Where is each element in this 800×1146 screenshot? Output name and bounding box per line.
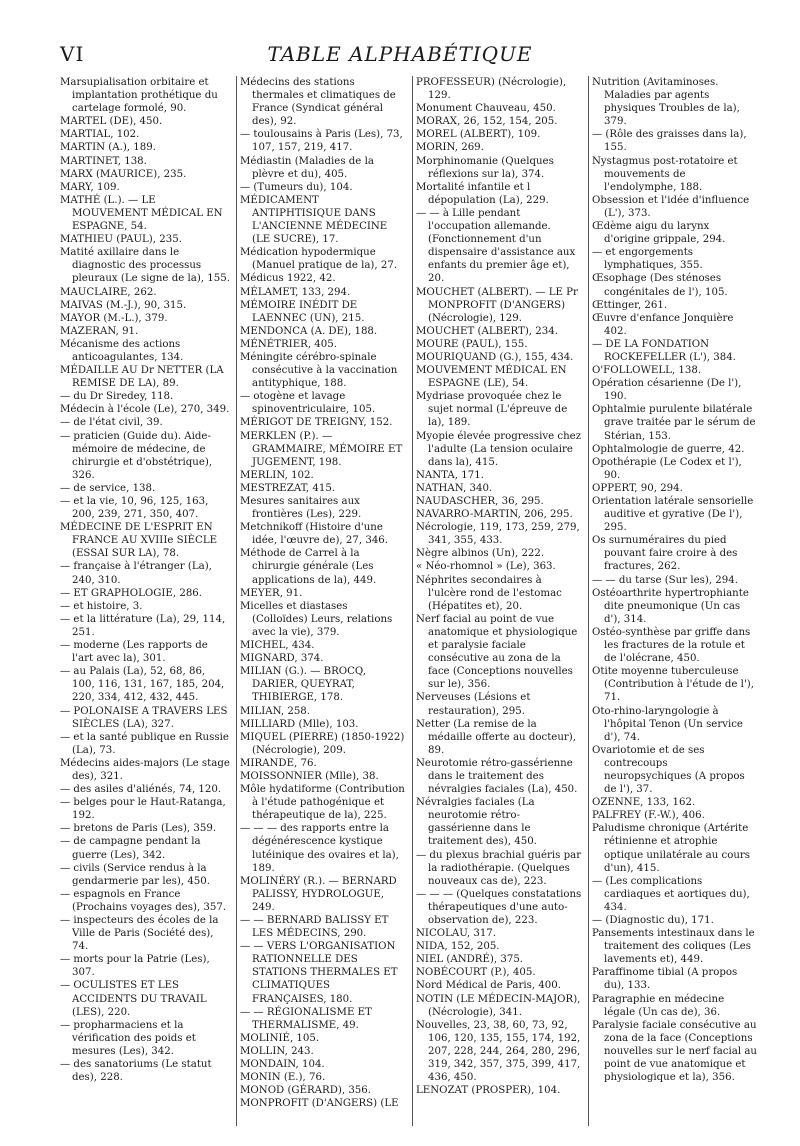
page-header (60, 42, 740, 72)
index-entry: Metchnikoff (Histoire d'une idée, l'œuvre de), 27, 346. (240, 522, 389, 547)
index-entry: NIEL (ANDRÉ), 375. (416, 954, 524, 966)
index-entry: — — RÉGIONALISME ET THERMALISME, 49. (240, 1006, 372, 1031)
index-entry: — moderne (Les rapports de l'art avec la), 301. (60, 640, 208, 665)
index-entry: Os surnuméraires du pied pouvant faire croire à des fractures, 262. (592, 535, 738, 573)
index-entry: Neurotomie rétro-gassérienne dans le traitement des névralgies faciales (La), 450. (416, 757, 578, 796)
index-entry: Œttinger, 261. (592, 299, 668, 311)
index-entry: MOURE (PAUL), 155. (416, 338, 528, 350)
index-entry: Ophtalmologie de guerre, 42. (592, 443, 745, 455)
index-entry: LENOZAT (PROSPER), 104. (416, 1085, 561, 1097)
index-entry: MAIVAS (M.-J.), 90, 315. (60, 299, 187, 311)
index-entry: MONPROFIT (D'ANGERS) (LE (240, 1098, 399, 1110)
index-entry: MOLLIN, 243. (240, 1045, 314, 1057)
index-entry: Môle hydatiforme (Contribution à l'étude pathogénique et thérapeutique de la), 225. (240, 784, 405, 822)
index-entry: Oto-rhino-laryngologie à l'hôpital Tenon (Un service d'), 74. (592, 705, 743, 743)
index-entry: — — BERNARD BALISSY ET LES MÉDECINS, 290. (240, 915, 389, 940)
index-entry: — POLONAISE A TRAVERS LES SIÈCLES (LA), 327. (60, 705, 228, 730)
index-entry: Médecins aides-majors (Le stage des), 321. (60, 757, 230, 782)
index-entry: MAZERAN, 91. (60, 325, 139, 337)
index-entry: MILIAN (G.). — BROCQ, DARIER, QUEYRAT, THIBIERGE, 178. (240, 666, 367, 704)
index-entry: Mécanisme des actions anticoagulantes, 134. (60, 338, 184, 363)
index-entry: — civils (Service rendus à la gendarmerie par les), 450. (60, 862, 211, 887)
index-entry: — inspecteurs des écoles de la Ville de Paris (Société des), 74. (60, 915, 219, 953)
index-entry: Méthode de Carrel à la chirurgie générale (Les applications de la), 449. (240, 548, 377, 586)
index-entry: Œsophage (Des sténoses congénitales de l'), 105. (592, 273, 728, 298)
index-entry: MÉNÉTRIER, 405. (240, 338, 337, 350)
index-entry: Ostéo-synthèse par griffe dans les fractures de la rotule et de l'olécrane, 450. (592, 626, 751, 665)
index-entry: — propharmaciens et la vérification des poids et mesures (Les), 342. (60, 1019, 196, 1057)
index-entry: MIRANDE, 76. (240, 757, 317, 769)
index-entry: OZENNE, 133, 162. (592, 797, 696, 809)
index-entry: Médication hypodermique (Manuel pratique de la), 27. (240, 247, 398, 272)
index-entry: MERKLEN (P.). — GRAMMAIRE, MÉMOIRE ET JUGEMENT, 198. (240, 430, 403, 468)
index-entry: MONIN (E.), 76. (240, 1072, 326, 1084)
index-entry: Nerf facial au point de vue anatomique et physiologique et paralysie faciale consécutive au zona de la face (Conceptions nouvelles sur le), 356. (416, 613, 578, 691)
index-entry: MOLINÉRY (R.). — BERNARD PALISSY, HYDROLOGUE, 249. (240, 875, 397, 913)
index-entry: Opération césarienne (De l'), 190. (592, 378, 742, 403)
index-entry: MOISSONNIER (Mlle), 38. (240, 770, 379, 782)
index-entry: Opothérapie (Le Codex et l'), 90. (592, 456, 742, 481)
index-entry: Monument Chauveau, 450. (416, 103, 556, 115)
index-entry: Pansements intestinaux dans le traitement des coliques (Les lavements et), 449. (592, 928, 755, 966)
index-entry: — de campagne pendant la guerre (Les), 342. (60, 836, 201, 861)
index-entry: Névralgies faciales (La neurotomie rétro-gassérienne dans le traitement des), 450. (416, 797, 537, 848)
index-entry: Œuvre d'enfance Jonquière 402. (592, 312, 734, 337)
index-entry: MICHEL, 434. (240, 640, 315, 652)
index-entry: — (Diagnostic du), 171. (592, 915, 714, 926)
index-entry: MENDONCA (A. DE), 188. (240, 325, 378, 337)
index-entry: Mydriase provoquée chez le sujet normal (L'épreuve de la), 189. (416, 391, 568, 429)
index-entry: MATHÉ (L.). — LE MOUVEMENT MÉDICAL EN ESPAGNE, 54. (60, 194, 223, 233)
index-entry: OPPERT, 90, 294. (592, 482, 683, 494)
index-entry: MORAX, 26, 152, 154, 205. (416, 116, 558, 128)
index-entry: Nerveuses (Lésions et restauration), 295. (416, 692, 531, 717)
index-entry: MARX (MAURICE), 235. (60, 168, 187, 180)
index-entry: — bretons de Paris (Les), 359. (60, 823, 217, 835)
index-entry: Nécrologie, 119, 173, 259, 279, 341, 355, 433. (416, 522, 580, 547)
index-entry: Médecins des stations thermales et climatiques de France (Syndicat général des), 92. (240, 77, 396, 128)
index-entry: — — du tarse (Sur les), 294. (592, 574, 738, 586)
page-title: TABLE ALPHABÉTIQUE (267, 42, 533, 66)
index-entry: MÉDECINE DE L'ESPRIT EN FRANCE AU XVIIIe SIÈCLE (ESSAI SUR LA), 78. (60, 522, 218, 560)
index-entry: MARY, 109. (60, 181, 120, 193)
index-entry: — belges pour le Haut-Ratanga, 192. (60, 797, 226, 822)
index-entry: O'FOLLOWELL, 138. (592, 365, 702, 377)
index-entry: MOUVEMENT MÉDICAL EN ESPAGNE (LE), 54. (416, 365, 567, 390)
index-entry: MÉDAILLE AU Dr NETTER (LA REMISE DE LA), 89. (60, 365, 224, 390)
index-entry: — DE LA FONDATION ROCKEFELLER (L'), 384. (592, 338, 736, 363)
index-entry: — (Les complications cardiaques et aortiques du), 434. (592, 875, 750, 913)
index-entry: Œdème aigu du larynx d'origine grippale, 294. (592, 221, 726, 246)
index-entry: Ostéoarthrite hypertrophiante dite pneumonique (Un cas d'), 314. (592, 587, 749, 625)
index-entry: MOURIQUAND (G.), 155, 434. (416, 351, 574, 363)
index-entry: MÉMOIRE INÉDIT DE LAENNEC (UN), 215. (240, 299, 365, 324)
index-entry: MÉDICAMENT ANTIPHTISIQUE DANS L'ANCIENNE MÉDECINE (LE SUCRE), 17. (240, 194, 388, 246)
index-entry: Orientation latérale sensorielle auditive et gyrative (De l'), 295. (592, 496, 754, 534)
index-entry: MILLIARD (Mlle), 103. (240, 718, 359, 730)
index-entry: MORIN, 269. (416, 142, 484, 154)
index-column-2 (236, 76, 412, 1126)
index-entry: MOUCHET (ALBERT). — LE Pr MONPROFIT (D'ANGERS) (Nécrologie), 129. (416, 286, 578, 324)
index-entry: — espagnols en France (Prochains voyages des), 357. (60, 888, 227, 913)
index-entry: — au Palais (La), 52, 68, 86, 100, 116, 131, 167, 185, 204, 220, 334, 412, 432, 445. (60, 666, 225, 704)
index-entry: — (Rôle des graisses dans la), 155. (592, 129, 747, 154)
index-entry: NIDA, 152, 205. (416, 941, 500, 953)
index-entry: MÉRIGOT DE TREIGNY, 152. (240, 417, 393, 429)
index-entry: — — VERS L'ORGANISATION RATIONNELLE DES STATIONS THERMALES ET CLIMATIQUES FRANÇAISES, 180. (240, 941, 398, 1005)
index-entry: — — à Lille pendant l'occupation allemande. (Fonctionnement d'un dispensaire d'assistance aux enfants du premier âge et), 20. (416, 207, 576, 285)
index-entry: MILIAN, 258. (240, 705, 311, 717)
index-entry: Médecin à l'école (Le), 270, 349. (60, 404, 230, 416)
index-entry: — OCULISTES ET LES ACCIDENTS DU TRAVAIL (LES), 220. (60, 980, 207, 1018)
index-entry: Nouvelles, 23, 38, 60, 73, 92, 106, 120, 135, 155, 174, 192, 207, 228, 244, 264, 280, 296, 319, 342, 357, 375, 399, 417, 436, 450. (416, 1019, 581, 1084)
index-entry: MOUCHET (ALBERT), 234. (416, 325, 558, 337)
index-entry: NOTIN (LE MÉDECIN-MAJOR), (Nécrologie), 341. (416, 993, 581, 1018)
index-entry: Méningite cérébro-spinale consécutive à la vaccination antityphique, 188. (240, 351, 398, 390)
index-entry: — des asiles d'aliénés, 74, 120. (60, 784, 222, 796)
index-entry: PROFESSEUR) (Nécrologie), 129. (416, 77, 567, 102)
index-entry: Nystagmus post-rotatoire et mouvements de l'endolymphe, 188. (592, 155, 738, 193)
index-entry: MÉLAMET, 133, 294. (240, 286, 351, 298)
index-entry: MARTINET, 138. (60, 155, 147, 167)
index-entry: Paludisme chronique (Artérite rétinienne et atrophie optique unilatérale au cours d'un), 415. (592, 823, 751, 874)
index-entry: Nord Médical de Paris, 400. (416, 980, 561, 992)
index-entry: — et la vie, 10, 96, 125, 163, 200, 239, 271, 350, 407. (60, 496, 209, 521)
index-entry: MOREL (ALBERT), 109. (416, 129, 541, 141)
index-entry: Netter (La remise de la médaille offerte au docteur), 89. (416, 718, 576, 756)
index-entry: — et histoire, 3. (60, 600, 143, 612)
index-entry: — française à l'étranger (La), 240, 310. (60, 561, 212, 586)
index-entry: NICOLAU, 317. (416, 928, 497, 940)
page-number: VI (60, 42, 85, 66)
index-entry: MONOD (GÉRARD), 356. (240, 1085, 372, 1097)
index-entry: MIGNARD, 374. (240, 653, 324, 665)
index-entry: NAUDASCHER, 36, 295. (416, 496, 544, 507)
index-column-4 (588, 76, 764, 1126)
index-entry: Ophtalmie purulente bilatérale grave traitée par le sérum de Stérian, 153. (592, 404, 756, 442)
index-entry: — de service, 138. (60, 482, 156, 494)
index-entry: Marsupialisation orbitaire et implantation prothétique du cartelage formolé, 90. (60, 77, 218, 115)
index-entry: Matité axillaire dans le diagnostic des processus pleuraux (Le signe de la), 155. (60, 247, 230, 285)
index-entry: Myopie élevée progressive chez l'adulte (La tension oculaire dans la), 415. (416, 430, 582, 468)
index-entry: — morts pour la Patrie (Les), 307. (60, 954, 210, 979)
index-entry: MARTEL (DE), 450. (60, 116, 163, 128)
index-entry: — praticien (Guide du). Aide-mémoire de médecine, de chirurgie et d'obstétrique), 326. (60, 430, 213, 481)
index-entry: Nègre albinos (Un), 222. (416, 548, 545, 560)
index-entry: — de l'état civil, 39. (60, 417, 163, 429)
index-entry: — toulousains à Paris (Les), 73, 107, 157, 219, 417. (240, 129, 403, 154)
index-entry: NAVARRO-MARTIN, 206, 295. (416, 509, 573, 521)
index-entry: MERLIN, 102. (240, 469, 314, 481)
index-entry: Otite moyenne tuberculeuse (Contribution à l'étude de l'), 71. (592, 666, 754, 704)
index-entry: — — — (Quelques constatations thérapeutiques d'une auto-observation de), 223. (416, 888, 582, 926)
index-entry: NANTA, 171. (416, 469, 484, 481)
index-entry: MOLINIÉ, 105. (240, 1032, 320, 1044)
index-entry: MIQUEL (PIERRE) (1850-1922) (Nécrologie), 209. (240, 731, 405, 756)
index-entry: MAUCLAIRE, 262. (60, 286, 157, 298)
index-entry: « Néo-rhomnol » (Le), 363. (416, 561, 556, 573)
index-entry: — et engorgements lymphatiques, 355. (592, 247, 703, 272)
index-entry: — ET GRAPHOLOGIE, 286. (60, 587, 203, 599)
index-entry: NATHAN, 340. (416, 482, 493, 494)
index-entry: Médicus 1922, 42. (240, 273, 336, 285)
index-entry: Mesures sanitaires aux frontières (Les), 229. (240, 496, 362, 521)
index-entry: MONDAIN, 104. (240, 1059, 325, 1071)
index-entry: MARTIN (A.), 189. (60, 142, 156, 154)
index-entry: MEYER, 91. (240, 587, 303, 599)
index-column-3 (412, 76, 588, 1126)
index-entry: Néphrites secondaires à l'ulcère rond de l'estomac (Hépatites et), 20. (416, 574, 562, 612)
index-entry: — (Tumeurs du), 104. (240, 181, 353, 193)
index-entry: MATHIEU (PAUL), 235. (60, 234, 182, 246)
index-entry: NOBÉCOURT (P.), 405. (416, 967, 536, 979)
index-entry: MAYOR (M.-L.), 379. (60, 312, 168, 324)
index-entry: Morphinomanie (Quelques réflexions sur la), 374. (416, 155, 554, 180)
index-column-1 (60, 76, 236, 1126)
index-entry: Micelles et diastases (Colloïdes) Leurs, relations avec la vie), 379. (240, 600, 393, 638)
index-entry: — otogène et lavage spinoventriculaire, 105. (240, 391, 376, 416)
index-entry: — du Dr Siredey, 118. (60, 391, 174, 403)
index-entry: — des sanatoriums (Le statut des), 228. (60, 1059, 212, 1084)
index-entry: MARTIAL, 102. (60, 129, 140, 141)
index-entry: — — — des rapports entre la dégénérescence kystique lutéinique des ovaires et la), 189. (240, 823, 399, 874)
index-entry: Ovariotomie et de ses contrecoups neuropsychiques (A propos de l'), 37. (592, 744, 745, 796)
index-entry: MESTREZAT, 415. (240, 482, 336, 494)
index-entry: Paralysie faciale consécutive au zona de la face (Conceptions nouvelles sur le nerf facial au point de vue anatomique et physiologique et la), 356. (592, 1019, 757, 1084)
index-entry: — et la santé publique en Russie (La), 73. (60, 731, 229, 756)
index-entry: — du plexus brachial guéris par la radiothérapie. (Quelques nouveaux cas de), 223. (416, 849, 582, 887)
index-entry: Mortalité infantile et l dépopulation (La), 229. (416, 181, 549, 206)
index-entry: Paragraphie en médecine légale (Un cas de), 36. (592, 993, 725, 1018)
index-entry: PALFREY (F.-W.), 406. (592, 810, 705, 822)
index-entry: Nutrition (Avitaminoses. Maladies par agents physiques Troubles de la), 379. (592, 77, 740, 128)
index-entry: Paraffinome tibial (A propos du), 133. (592, 967, 738, 992)
index-entry: — et la littérature (La), 29, 114, 251. (60, 613, 226, 638)
index-entry: Obsession et l'idée d'influence (L'), 373. (592, 194, 750, 219)
index-columns (60, 76, 764, 1126)
index-entry: Médiastin (Maladies de la plèvre et du), 405. (240, 155, 374, 180)
